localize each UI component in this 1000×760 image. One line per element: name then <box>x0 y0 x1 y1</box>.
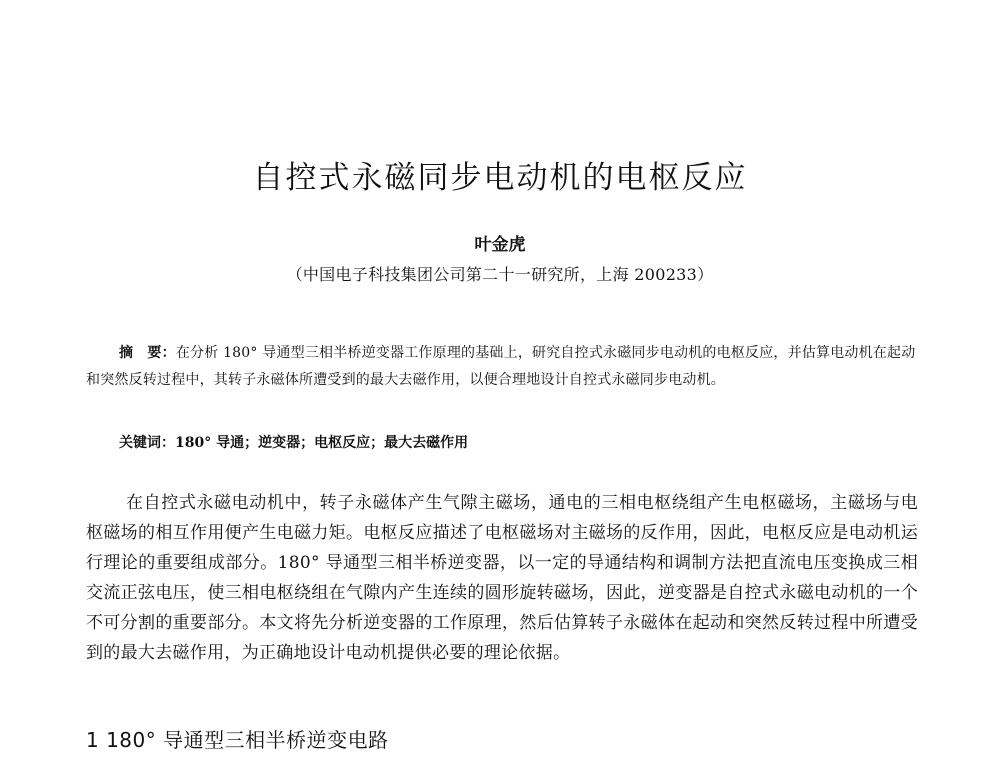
abstract-text: 在分析 180° 导通型三相半桥逆变器工作原理的基础上，研究自控式永磁同步电动机的电枢反应，并估算电动机在起动和突然反转过程中，其转子永磁体所遭受到的最大去磁作用，以便合理地设计自控式永磁同步电动机。 <box>86 345 916 388</box>
keywords-text: 180° 导通；逆变器；电枢反应；最大去磁作用 <box>175 435 469 451</box>
section-heading: 1 180° 导通型三相半桥逆变电路 <box>86 728 389 752</box>
keywords-line <box>119 432 468 452</box>
body-paragraph: 在自控式永磁电动机中，转子永磁体产生气隙主磁场，通电的三相电枢绕组产生电枢磁场，主磁场与电枢磁场的相互作用便产生电磁力矩。电枢反应描述了电枢磁场对主磁场的反作用，因此，电枢反应是电动机运行理论的重要组成部分。180° 导通型三相半桥逆变器，以一定的导通结构和调制方法把直流电压变换成三相交流正弦电压，使三相电枢绕组在气隙内产生连续的圆形旋转磁场，因此，逆变器是自控式永磁电动机的一个不可分割的重要部分。本文将先分析逆变器的工作原理，然后估算转子永磁体在起动和突然反转过程中所遭受到的最大去磁作用，为正确地设计电动机提供必要的理论依据。 <box>86 493 918 663</box>
abstract-label: 摘 要： <box>119 345 176 361</box>
abstract-paragraph <box>86 340 916 394</box>
keywords-label: 关键词： <box>119 435 175 451</box>
author-affiliation: （中国电子科技集团公司第二十一研究所，上海 200233） <box>286 265 714 284</box>
paper-title: 自控式永磁同步电动机的电枢反应 <box>252 160 748 196</box>
author-name: 叶金虎 <box>474 235 526 255</box>
